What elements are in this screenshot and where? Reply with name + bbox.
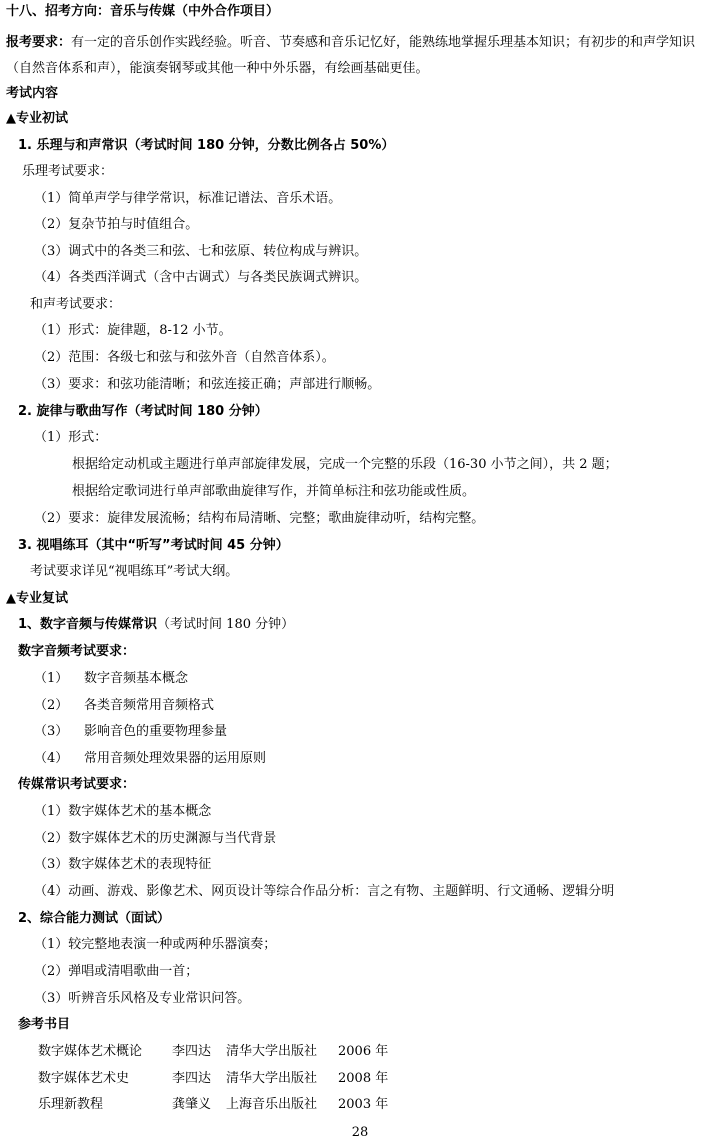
list-item: （1）数字媒体艺术的基本概念	[34, 804, 212, 819]
item-text: 数字音频基本概念	[84, 671, 189, 686]
list-item	[34, 750, 266, 768]
prelim-s3-title: 3. 视唱练耳（其中“听写”考试时间 45 分钟）	[18, 538, 289, 553]
theory-label: 乐理考试要求：	[22, 164, 114, 179]
book-title: 数字媒体艺术史	[38, 1071, 130, 1086]
section-heading: 十八、招考方向：音乐与传媒（中外合作项目）	[6, 4, 280, 19]
list-item: （1）较完整地表演一种或两种乐器演奏；	[34, 937, 277, 952]
book-author: 李四达	[172, 1044, 212, 1059]
item-num: （4）	[34, 751, 69, 766]
references-title: 参考书目	[18, 1017, 71, 1032]
list-item: （3）数字媒体艺术的表现特征	[34, 857, 212, 872]
prelim-s3-text: 考试要求详见“视唱练耳”考试大纲。	[30, 564, 239, 579]
item-num: （2）	[34, 698, 69, 713]
prelim-s1-title: 1. 乐理与和声常识（考试时间 180 分钟，分数比例各占 50%）	[18, 138, 395, 153]
book-title: 乐理新教程	[38, 1097, 104, 1112]
form-line: 根据给定动机或主题进行单声部旋律发展，完成一个完整的乐段（16-30 小节之间），共 2 题；	[72, 457, 618, 472]
retest-s1-title	[18, 616, 294, 634]
list-item	[34, 697, 214, 715]
list-item: （3）听辨音乐风格及专业常识问答。	[34, 991, 251, 1006]
requirement-label: 报考要求：	[6, 35, 72, 50]
requirement-text: 有一定的音乐创作实践经验。听音、节奏感和音乐记忆好，能熟练地掌握乐理基本知识；有初步的和声学知识（自然音体系和声），能演奏钢琴或其他一种中外乐器，有绘画基础更佳。	[6, 35, 696, 76]
list-item: （2）复杂节拍与时值组合。	[34, 217, 199, 232]
book-row	[0, 1096, 720, 1114]
book-year: 2003 年	[338, 1097, 389, 1112]
list-item: （3）要求：和弦功能清晰；和弦连接正确；声部进行顺畅。	[34, 377, 381, 392]
retest-s1-title-plain: （考试时间 180 分钟）	[157, 617, 295, 632]
list-item: （1）形式：旋律题，8-12 小节。	[34, 323, 232, 338]
item-num: （1）	[34, 671, 69, 686]
book-year: 2006 年	[338, 1044, 389, 1059]
list-item: （4）动画、游戏、影像艺术、网页设计等综合作品分析：言之有物、主题鲜明、行文通畅、逻辑分明	[34, 884, 615, 899]
media-label: 传媒常识考试要求：	[18, 777, 136, 792]
list-item: （2）要求：旋律发展流畅；结构布局清晰、完整；歌曲旋律动听，结构完整。	[34, 511, 485, 526]
book-row	[0, 1043, 720, 1061]
retest-title: ▲专业复试	[6, 591, 68, 606]
prelim-title: ▲专业初试	[6, 111, 68, 126]
list-item: （2）数字媒体艺术的历史渊源与当代背景	[34, 831, 277, 846]
item-num: （3）	[34, 724, 69, 739]
book-publisher: 清华大学出版社	[226, 1044, 318, 1059]
prelim-s2-title: 2. 旋律与歌曲写作（考试时间 180 分钟）	[18, 404, 268, 419]
book-title: 数字媒体艺术概论	[38, 1044, 143, 1059]
book-author: 龚肇义	[172, 1097, 212, 1112]
exam-content-heading: 考试内容	[6, 86, 59, 101]
harmony-label: 和声考试要求：	[30, 297, 122, 312]
item-text: 常用音频处理效果器的运用原则	[84, 751, 267, 766]
list-item: （1）简单声学与律学常识，标准记谱法、音乐术语。	[34, 191, 342, 206]
book-publisher: 上海音乐出版社	[226, 1097, 318, 1112]
book-year: 2008 年	[338, 1071, 389, 1086]
list-item	[34, 670, 188, 688]
book-publisher: 清华大学出版社	[226, 1071, 318, 1086]
list-item	[34, 723, 227, 741]
book-row	[0, 1070, 720, 1088]
list-item: （2）范围：各级七和弦与和弦外音（自然音体系）。	[34, 350, 335, 365]
list-item: （4）各类西洋调式（含中古调式）与各类民族调式辨识。	[34, 270, 368, 285]
list-item: （3）调式中的各类三和弦、七和弦原、转位构成与辨识。	[34, 244, 368, 259]
form-label: （1）形式：	[34, 430, 108, 445]
form-line: 根据给定歌词进行单声部歌曲旋律写作，并简单标注和弦功能或性质。	[72, 484, 476, 499]
retest-s2-title: 2、综合能力测试（面试）	[18, 911, 171, 926]
retest-s1-title-bold: 1、数字音频与传媒常识	[18, 617, 158, 632]
requirement-paragraph	[6, 30, 716, 82]
item-text: 各类音频常用音频格式	[84, 698, 215, 713]
page-number: 28	[351, 1125, 369, 1140]
list-item: （2）弹唱或清唱歌曲一首；	[34, 964, 199, 979]
audio-label: 数字音频考试要求：	[18, 644, 136, 659]
item-text: 影响音色的重要物理参量	[84, 724, 228, 739]
book-author: 李四达	[172, 1071, 212, 1086]
